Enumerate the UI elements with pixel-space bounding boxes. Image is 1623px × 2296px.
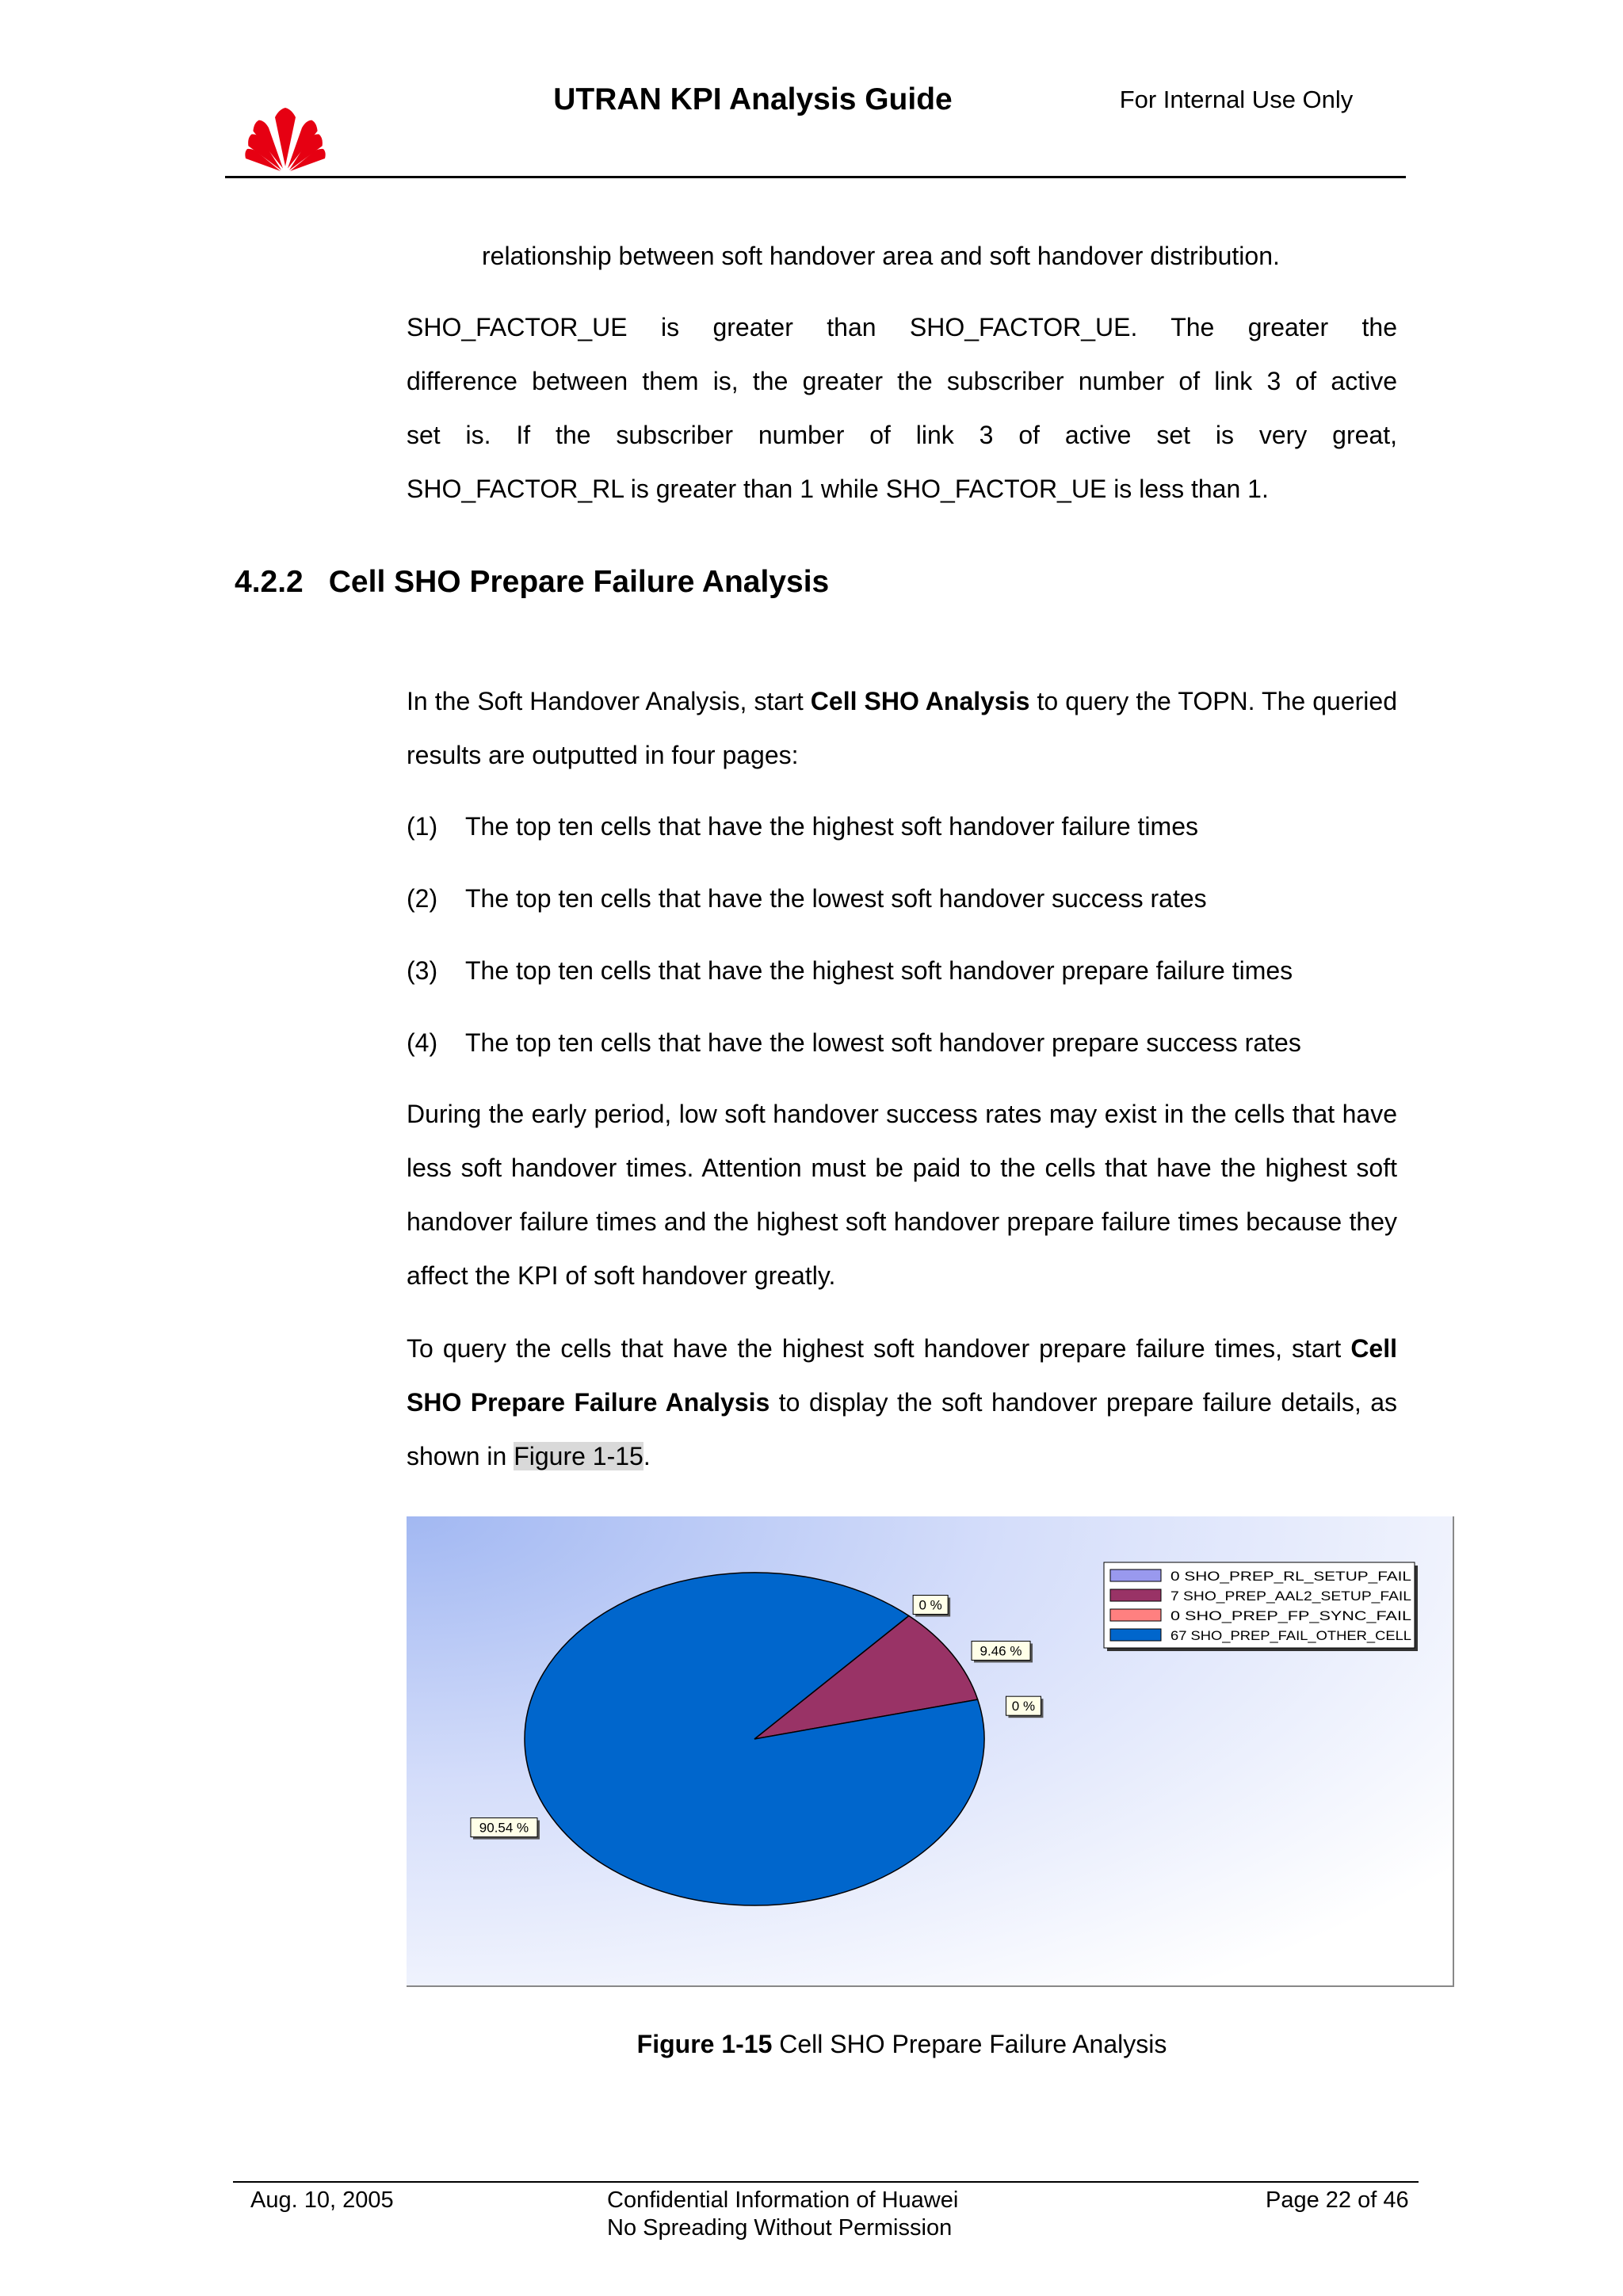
section-title: Cell SHO Prepare Failure Analysis	[328, 565, 830, 599]
legend-swatch	[1110, 1589, 1161, 1601]
paragraph-continuation: relationship between soft handover area and soft handover distribution.	[482, 242, 1280, 270]
legend-swatch	[1110, 1629, 1161, 1641]
header-rule	[225, 176, 1406, 178]
legend-swatch	[1110, 1609, 1161, 1621]
paragraph-line-3: set is. If the subscriber number of link 3 of active set is very great,	[407, 421, 1397, 449]
list-item: (4) The top ten cells that have the lowest soft handover prepare success rates	[407, 1028, 1301, 1057]
document-title: UTRAN KPI Analysis Guide	[553, 82, 953, 116]
svg-text:0 %: 0 %	[918, 1597, 942, 1613]
list-item: (2) The top ten cells that have the lowest soft handover success rates	[407, 884, 1207, 913]
figure-caption: Figure 1-15 Cell SHO Prepare Failure Analysis	[636, 2030, 1167, 2058]
slice-label	[972, 1641, 1033, 1662]
legend-entry: 0 SHO_PREP_FP_SYNC_FAIL	[1170, 1608, 1411, 1623]
footer-page-number: Page 22 of 46	[1266, 2187, 1409, 2213]
footer-no-spreading: No Spreading Without Permission	[607, 2215, 953, 2241]
cell-sho-prepare-failure-term: Cell SHO Prepare Failure Analysis	[407, 1334, 1397, 1417]
early-period-paragraph: During the early period, low soft handover success rates may exist in the cells that have less soft handover times. Attention must be paid to the cells that have the highest soft handover failure times and the highest soft handover prepare failure times because they affect the KPI of soft handover greatly.	[407, 1100, 1397, 1290]
svg-text:0 %: 0 %	[1011, 1699, 1036, 1714]
intro-paragraph: In the Soft Handover Analysis, start Cell SHO Analysis to query the TOPN. The queried results are outputted in four pages:	[407, 687, 1398, 769]
legend-entry: 7 SHO_PREP_AAL2_SETUP_FAIL	[1170, 1589, 1411, 1604]
classification-label: For Internal Use Only	[1119, 86, 1354, 113]
slice-label	[1006, 1696, 1043, 1718]
legend-entry: 67 SHO_PREP_FAIL_OTHER_CELL	[1170, 1628, 1411, 1643]
chart-legend	[1104, 1562, 1418, 1651]
query-paragraph: To query the cells that have the highest soft handover prepare failure times, start Cell SHO Prepare Failure Analysis to display the soft handover prepare failure details, as shown in Figure 1-15.	[407, 1334, 1398, 1470]
legend-entry: 0 SHO_PREP_RL_SETUP_FAIL	[1170, 1569, 1411, 1584]
footer-confidential: Confidential Information of Huawei	[607, 2187, 959, 2213]
section-heading	[235, 565, 829, 600]
cell-sho-analysis-term: Cell SHO Analysis	[810, 687, 1030, 715]
footer-date: Aug. 10, 2005	[250, 2187, 394, 2213]
slice-label	[471, 1818, 540, 1840]
list-item: (1) The top ten cells that have the highest soft handover failure times	[407, 812, 1198, 841]
figure-reference-link[interactable]: Figure 1-15	[514, 1442, 643, 1470]
pie-chart	[407, 1516, 1454, 1987]
paragraph-line-2: difference between them is, the greater the subscriber number of link 3 of active	[407, 367, 1397, 395]
paragraph-line-4: SHO_FACTOR_RL is greater than 1 while SHO_FACTOR_UE is less than 1.	[407, 475, 1269, 503]
svg-text:90.54 %: 90.54 %	[479, 1820, 529, 1836]
section-number: 4.2.2	[235, 565, 304, 599]
figure-number: Figure 1-15	[636, 2030, 773, 2058]
svg-text:9.46 %: 9.46 %	[980, 1643, 1022, 1659]
slice-label	[913, 1595, 950, 1616]
legend-swatch	[1110, 1569, 1161, 1581]
list-item: (3) The top ten cells that have the highest soft handover prepare failure times	[407, 956, 1293, 985]
footer-rule	[233, 2181, 1419, 2183]
huawei-logo	[238, 93, 333, 182]
paragraph-line-1: SHO_FACTOR_UE is greater than SHO_FACTOR_UE. The greater the	[407, 313, 1397, 341]
